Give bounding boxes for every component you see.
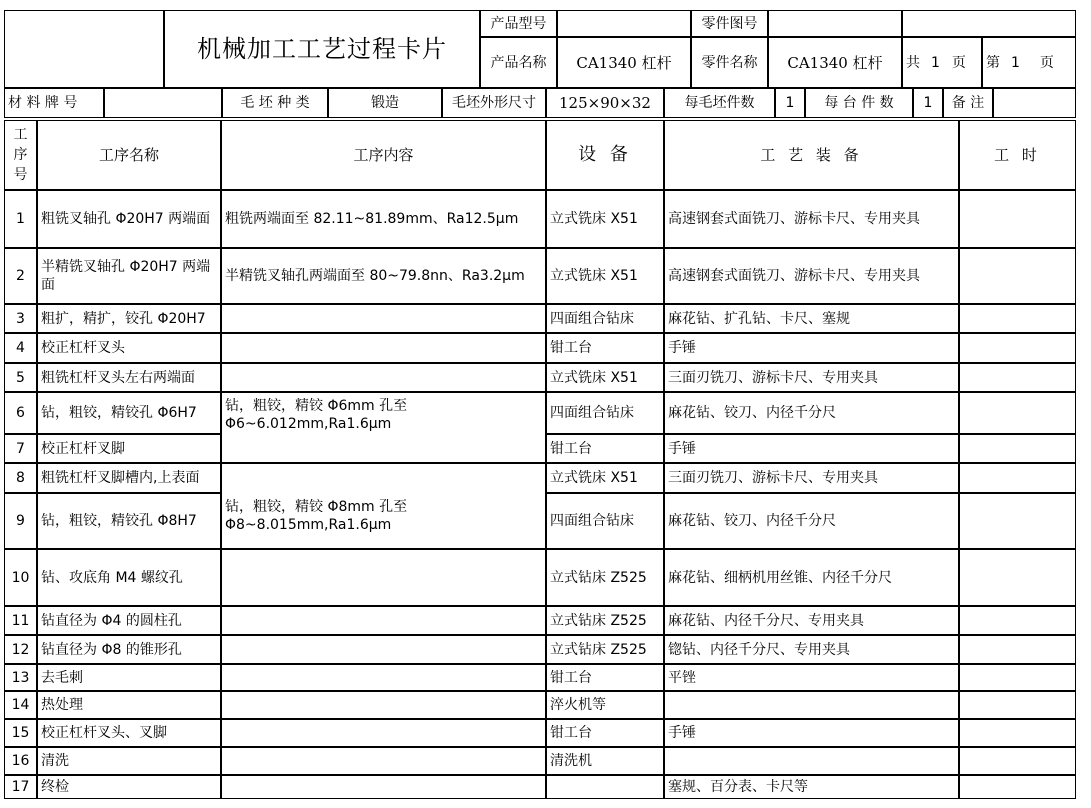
op-time-cell[interactable] [959,392,1076,434]
op-tooling-cell[interactable] [664,333,959,363]
product-model-label-cell [480,10,557,37]
col-header-content [221,120,546,190]
op-name-cell[interactable] [37,691,221,719]
note-label: 备 注 [951,95,985,111]
blank-type-value: 锻造 [371,95,399,111]
op-name-cell[interactable] [37,549,221,606]
op-no-text: 15 [11,725,30,741]
note-value[interactable] [993,88,1076,118]
op-no-cell [4,363,37,392]
header-extra-cell [902,10,1076,37]
col-header-tooling [664,120,959,190]
op-no-cell [4,248,37,304]
op-name-cell[interactable] [37,304,221,333]
op-content-cell[interactable] [221,775,546,799]
op-no-cell [4,333,37,363]
op-no-text: 1 [16,211,25,227]
per-machine-label: 每 台 件 数 [824,95,894,111]
op-no-cell [4,719,37,747]
op-no-text: 12 [11,641,30,658]
op-equipment-text: 立式铣床 X51 [550,470,638,486]
col-header-name-text: 工序名称 [98,146,159,164]
op-equipment-text: 四面组合钻床 [550,513,634,529]
op-content-text: 钻，粗铰，精铰 Φ6mm 孔至 Φ6~6.012mm,Ra1.6μm [225,398,408,432]
op-equipment-cell[interactable] [546,248,664,304]
op-content-text: 半精铣叉轴孔两端面至 80~79.8nn、Ra3.2μm [225,268,525,284]
op-tooling-cell[interactable] [664,606,959,635]
op-equipment-cell[interactable] [546,635,664,664]
part-name-cell[interactable] [768,37,902,88]
per-blank-value: 1 [785,95,795,111]
page-no-cell [982,37,1076,88]
op-name-cell[interactable] [37,190,221,248]
op-no-text: 11 [11,612,30,629]
col-header-time [959,120,1076,190]
op-equipment-text: 立式钻床 Z525 [550,612,647,629]
op-content-cell[interactable] [221,606,546,635]
blank-type-label-cell [222,88,328,118]
op-tooling-text: 三面刃铣刀、游标卡尺、专用夹具 [668,470,878,486]
op-name-text: 校正杠杆叉脚 [41,440,125,457]
total-pages-value: 1 [931,54,940,71]
op-tooling-cell[interactable] [664,549,959,606]
op-tooling-cell[interactable] [664,719,959,747]
part-drawing-value[interactable] [768,10,902,37]
part-name-label: 零件名称 [701,54,758,71]
op-equipment-text: 四面组合钻床 [550,310,634,327]
op-content-cell[interactable] [221,190,546,248]
op-time-cell[interactable] [959,248,1076,304]
op-name-text: 去毛刺 [41,669,83,686]
op-tooling-cell[interactable] [664,747,959,775]
op-name-text: 钻直径为 Φ4 的圆柱孔 [41,612,182,629]
op-no-cell [4,775,37,799]
op-equipment-text: 淬火机等 [550,697,606,713]
op-tooling-text: 麻花钻、铰刀、内径千分尺 [668,405,836,421]
op-no-text: 16 [11,753,30,769]
op-no-text: 17 [11,779,30,795]
op-time-cell[interactable] [959,691,1076,719]
op-equipment-text: 立式钻床 Z525 [550,641,647,658]
op-tooling-text: 麻花钻、扩孔钻、卡尺、塞规 [668,310,850,327]
product-name-label-cell [480,37,557,88]
op-name-cell[interactable] [37,434,221,463]
op-equipment-cell[interactable] [546,691,664,719]
op-name-cell[interactable] [37,363,221,392]
total-label: 共 [906,54,920,71]
op-name-text: 终检 [41,779,69,795]
op-time-cell[interactable] [959,363,1076,392]
op-equipment-cell[interactable] [546,493,664,549]
op-equipment-cell[interactable] [546,434,664,463]
op-name-text: 钻、攻底角 M4 螺纹孔 [41,569,183,586]
blank-size-label: 毛坯外形尺寸 [452,95,536,111]
op-time-cell[interactable] [959,606,1076,635]
op-equipment-cell[interactable] [546,304,664,333]
op-equipment-text: 立式铣床 X51 [550,211,638,227]
op-tooling-text: 高速钢套式面铣刀、游标卡尺、专用夹具 [668,211,920,227]
op-no-text: 6 [16,405,25,421]
op-no-cell [4,606,37,635]
op-tooling-cell[interactable] [664,664,959,691]
op-equipment-text: 清洗机 [550,753,592,769]
op-name-cell[interactable] [37,635,221,664]
op-tooling-cell[interactable] [664,304,959,333]
per-blank-cell[interactable] [775,88,805,118]
blank-type-label: 毛 坯 种 类 [240,95,310,111]
op-tooling-text: 手锤 [668,440,696,457]
op-tooling-cell[interactable] [664,434,959,463]
card-title: 机械加工工艺过程卡片 [197,35,447,63]
op-no-cell [4,434,37,463]
op-name-text: 半精铣叉轴孔 Φ20H7 两端面 [41,259,211,293]
op-tooling-cell[interactable] [664,635,959,664]
op-tooling-text: 手锤 [668,725,696,741]
op-tooling-text: 麻花钻、铰刀、内径千分尺 [668,513,836,529]
op-equipment-cell[interactable] [546,664,664,691]
op-equipment-text: 钳工台 [550,440,592,457]
op-equipment-cell[interactable] [546,549,664,606]
op-tooling-text: 三面刃铣刀、游标卡尺、专用夹具 [668,369,878,386]
op-time-cell[interactable] [959,333,1076,363]
col-header-no [4,120,37,190]
op-name-cell[interactable] [37,493,221,549]
per-machine-value: 1 [923,95,933,111]
op-name-cell[interactable] [37,392,221,434]
op-equipment-text: 立式铣床 X51 [550,268,638,284]
op-equipment-cell[interactable] [546,392,664,434]
op-equipment-text: 立式钻床 Z525 [550,569,647,586]
op-name-text: 清洗 [41,753,69,769]
op-tooling-text: 锪钻、内径千分尺、专用夹具 [668,641,850,658]
op-no-text: 4 [16,340,25,356]
op-equipment-cell[interactable] [546,606,664,635]
op-content-cell[interactable] [221,392,546,463]
op-equipment-cell[interactable] [546,747,664,775]
card-title-cell [164,10,480,88]
total-page-unit: 页 [951,54,966,71]
op-time-cell[interactable] [959,549,1076,606]
col-header-content-text: 工序内容 [353,146,414,164]
op-tooling-cell[interactable] [664,363,959,392]
op-tooling-cell[interactable] [664,493,959,549]
op-time-cell[interactable] [959,635,1076,664]
op-name-text: 钻直径为 Φ8 的锥形孔 [41,641,182,658]
op-time-cell[interactable] [959,463,1076,493]
op-time-cell[interactable] [959,719,1076,747]
blank-size-value: 125×90×32 [559,94,651,112]
blank-size-label-cell [442,88,546,118]
product-name-cell[interactable] [557,37,691,88]
op-time-cell[interactable] [959,775,1076,799]
op-name-text: 粗铣杠杆叉脚槽内,上表面 [41,470,200,486]
op-content-cell[interactable] [221,549,546,606]
op-tooling-text: 高速钢套式面铣刀、游标卡尺、专用夹具 [668,268,920,284]
op-no-cell [4,691,37,719]
part-drawing-label-cell [691,10,768,37]
col-header-tooling-text: 工 艺 装 备 [760,146,863,164]
page-no-value: 1 [1011,54,1020,71]
op-no-cell [4,664,37,691]
op-name-text: 粗扩，精扩，铰孔 Φ20H7 [41,310,206,327]
op-equipment-text: 钳工台 [550,669,592,686]
op-content-cell[interactable] [221,719,546,747]
op-name-text: 钻，粗铰，精铰孔 Φ8H7 [41,513,197,529]
part-name-label-cell [691,37,768,88]
per-machine-label-cell [805,88,913,118]
op-name-cell[interactable] [37,333,221,363]
op-no-text: 2 [16,268,25,284]
part-drawing-label: 零件图号 [701,15,758,32]
op-no-text: 9 [16,513,25,529]
product-name-label: 产品名称 [490,54,547,71]
op-time-cell[interactable] [959,493,1076,549]
op-name-cell[interactable] [37,719,221,747]
op-name-cell[interactable] [37,747,221,775]
op-tooling-cell[interactable] [664,463,959,493]
op-content-cell[interactable] [221,333,546,363]
op-no-cell [4,747,37,775]
op-content-cell[interactable] [221,304,546,333]
op-equipment-text: 四面组合钻床 [550,405,634,421]
op-content-cell[interactable] [221,463,546,549]
op-no-text: 8 [16,470,25,486]
part-name-value: CA1340 杠杆 [787,53,883,72]
op-no-cell [4,190,37,248]
op-name-cell[interactable] [37,248,221,304]
material-value[interactable] [104,88,222,118]
op-time-cell[interactable] [959,304,1076,333]
product-name-value: CA1340 杠杆 [576,53,672,72]
op-content-cell[interactable] [221,635,546,664]
page-unit: 页 [1039,54,1054,71]
col-header-equipment-text: 设 备 [578,144,632,165]
op-content-cell[interactable] [221,664,546,691]
material-label: 材 料 牌 号 [8,95,78,111]
op-no-text: 7 [16,440,25,457]
op-content-cell[interactable] [221,747,546,775]
op-time-cell[interactable] [959,190,1076,248]
op-time-cell[interactable] [959,434,1076,463]
op-tooling-text: 麻花钻、细柄机用丝锥、内径千分尺 [668,569,892,586]
op-equipment-cell[interactable] [546,463,664,493]
per-blank-label: 每毛坯件数 [684,95,755,111]
op-no-cell [4,304,37,333]
blank-size-cell[interactable] [546,88,664,118]
total-pages-cell [902,37,982,88]
op-tooling-cell[interactable] [664,392,959,434]
op-name-text: 粗铣杠杆叉头左右两端面 [41,369,195,386]
op-content-text: 钻，粗铰，精铰 Φ8mm 孔至 Φ8~8.015mm,Ra1.6μm [225,499,408,533]
op-name-cell[interactable] [37,463,221,493]
op-time-cell[interactable] [959,747,1076,775]
per-blank-label-cell [664,88,775,118]
op-tooling-text: 平锉 [668,669,696,686]
op-equipment-text: 钳工台 [550,725,592,741]
op-no-text: 10 [11,569,30,586]
op-name-text: 粗铣叉轴孔 Φ20H7 两端面 [41,211,211,227]
op-no-text: 13 [11,669,30,686]
op-no-cell [4,392,37,434]
op-content-cell[interactable] [221,691,546,719]
op-content-text: 粗铣两端面至 82.11~81.89mm、Ra12.5μm [225,211,519,227]
op-equipment-cell[interactable] [546,719,664,747]
op-name-text: 热处理 [41,697,83,713]
op-tooling-text: 塞规、百分表、卡尺等 [668,779,808,795]
op-name-cell[interactable] [37,775,221,799]
op-tooling-cell[interactable] [664,248,959,304]
op-no-cell [4,463,37,493]
blank-type-cell[interactable] [328,88,442,118]
op-content-cell[interactable] [221,363,546,392]
op-no-text: 5 [16,369,25,386]
op-name-text: 校正杠杆叉头、叉脚 [41,725,167,741]
op-name-cell[interactable] [37,664,221,691]
op-tooling-cell[interactable] [664,775,959,799]
op-no-cell [4,493,37,549]
op-tooling-text: 麻花钻、内径千分尺、专用夹具 [668,612,864,629]
page-label: 第 [986,54,1000,71]
op-no-cell [4,549,37,606]
product-model-label: 产品型号 [490,15,547,32]
op-tooling-text: 手锤 [668,340,696,356]
col-header-time-text: 工 时 [994,146,1041,164]
op-no-cell [4,635,37,664]
op-equipment-cell[interactable] [546,190,664,248]
header-blank-cell [4,10,164,88]
op-tooling-cell[interactable] [664,691,959,719]
op-equipment-text: 钳工台 [550,340,592,356]
op-name-text: 校正杠杆叉头 [41,340,125,356]
col-header-equipment [546,120,664,190]
per-machine-cell[interactable] [913,88,943,118]
op-equipment-cell[interactable] [546,775,664,799]
op-name-text: 钻，粗铰，精铰孔 Φ6H7 [41,405,197,421]
material-label-cell [4,88,104,118]
note-label-cell [943,88,993,118]
col-header-no-text: 工序号 [13,127,28,183]
op-tooling-cell[interactable] [664,190,959,248]
op-no-text: 14 [11,697,30,713]
op-no-text: 3 [16,310,25,327]
col-header-name [37,120,221,190]
op-time-cell[interactable] [959,664,1076,691]
op-equipment-cell[interactable] [546,333,664,363]
op-name-cell[interactable] [37,606,221,635]
op-equipment-text: 立式铣床 X51 [550,369,638,386]
op-equipment-cell[interactable] [546,363,664,392]
op-content-cell[interactable] [221,248,546,304]
product-model-value[interactable] [557,10,691,37]
